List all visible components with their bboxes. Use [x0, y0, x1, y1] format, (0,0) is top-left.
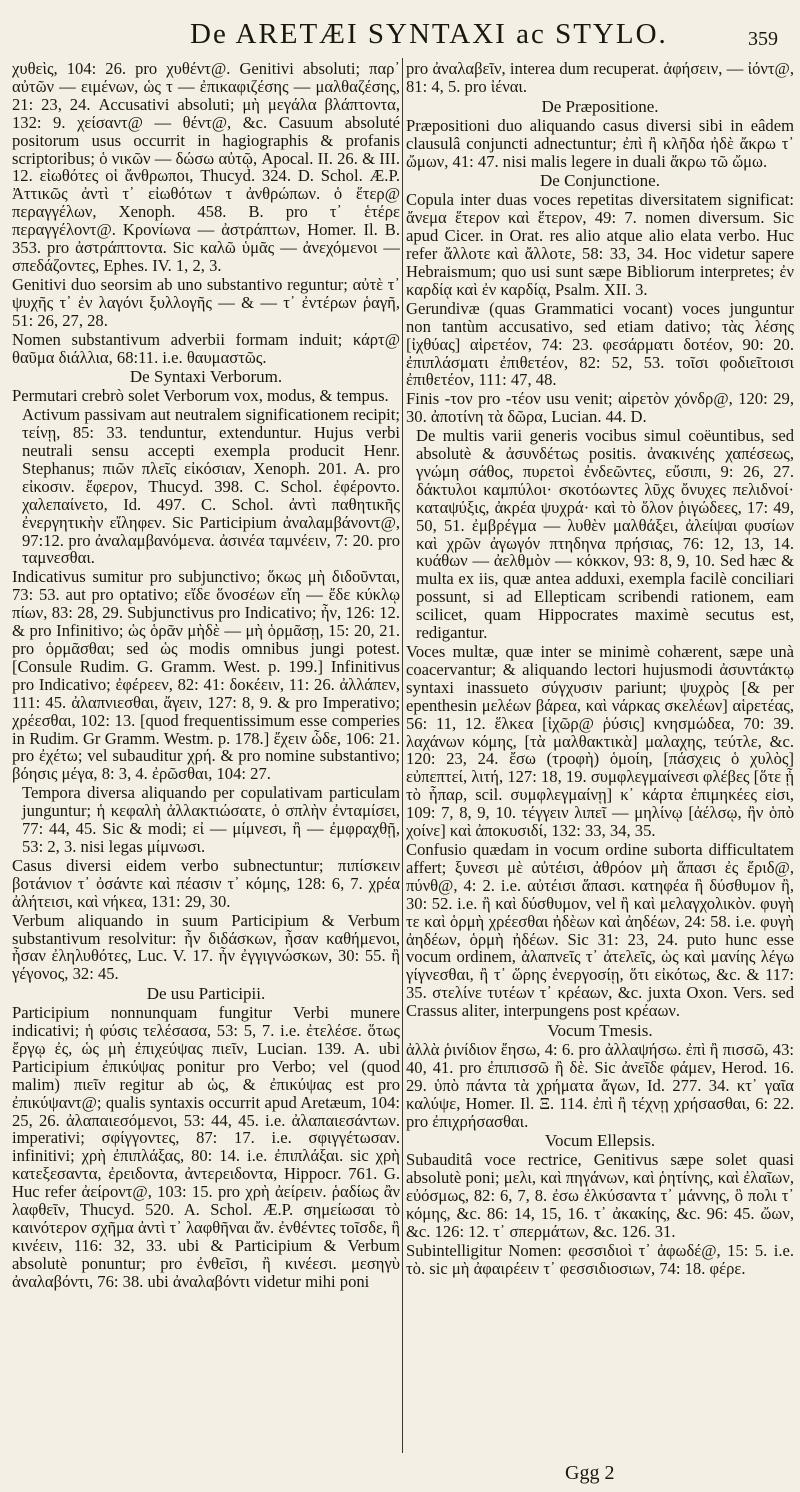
left-column — [12, 60, 400, 1455]
paragraph: Subintelligitur Nomen: φεσσιδιοὶ τ᾽ ἀφωδέ@, 15: 5. i.e. τὸ. sic μὴ ἀφαιρέειν τ᾽ φεσσιδιοσιων, 74: 18. φέρε. — [406, 1240, 794, 1278]
page-header — [0, 14, 800, 54]
paragraph: Verbum aliquando in suum Participium & Verbum substantivum resolvitur: ἦν διδάσκων, ἦσαν καθήμενοι, ἦσαν ἐληλυθότες, Luc. V. 17. ἦν ἐγγιγνώσκων, 30: 55. ἢ γέγονος, 32: 45. — [12, 910, 400, 984]
paragraph: Genitivi duo seorsim ab uno substantivo reguntur; αὐτὲ τ᾽ ψυχῆς τ᾽ ἐν λαγόνι ξυλλογῆς — & — τ᾽ ἐντέρων ῥαγῆ, 51: 26, 27, 28. — [12, 274, 400, 330]
paragraph: De multis varii generis vocibus simul coëuntibus, sed absolutè & ἀσυνδέτως positis. ἀνακινέης χαπέσεως, γνώμη σάθος, πυρετοὶ ἐνδεῶντες, εὔσιπι, 9: 26, 27. δάκτυλοι καμπύλοι· σκοτόωντες λῦχς ὄνυχες πελιδνοί· καταψύξις, ἀκρέα ψυχρά· καὶ τὸ ὅλον ῥιγώδεες, 17: 49, 50, 51. ἐμβρέγμα — λυθὲν μαλθάξει, ἀλείψαι φυσίων καὶ χρῶν ἀγωγόν πτηδηνα πρήσιας, 76: 12, 13, 14. κυάθων — ἀελθμὸν — κόκκον, 93: 8, 9, 10. Sed hæc & multa ex iis, quæ antea adduxi, exempla facilè conciliari possunt, si ad Ellepticam scribendi rationem, eam scilicet, quam Hippocrates maximè secutus est, redigantur. — [416, 426, 794, 643]
paragraph: pro ἀναλαβεῖν, interea dum recuperat. ἀφήσειν, — ἰόντ@, 81: 4, 5. pro ἰέναι. — [406, 60, 794, 96]
column-divider — [402, 58, 403, 1453]
section-heading: De Syntaxi Verborum. — [129, 367, 283, 387]
paragraph: Tempora diversa aliquando per copulativam particulam junguntur; ἡ κεφαλὴ ἀλλακτιώσατε, ὁ σπλὴν ἐνταμίσει, 77: 44, 45. Sic & modi; εἰ — μίμνεσι, ἢ — ἐμφραχθῇ, 53: 2, 3. nisi legas μίμνωσι. — [22, 783, 400, 856]
section-heading: Vocum Tmesis. — [547, 1021, 653, 1041]
page-number: 359 — [748, 28, 778, 50]
paragraph: Subauditâ voce rectrice, Genitivus sæpe solet quasi absolutè poni; μελι, καὶ πηγάνων, καὶ ῥητίνης, καὶ ἐλαῖων, εὐόσμως, 82: 6, 7, 8. ἐσω ἐλκύσαντα τ᾽ μάννης, ὃ πολι τ᾽ κόμης, &c. 86: 14, 15, 16. τ᾽ ἀκακίης, &c. 96: 45. ὤων, &c. 126: 12. τ᾽ σπερμάτων, &c. 126. 31. — [406, 1150, 794, 1241]
paragraph: Voces multæ, quæ inter se minimè cohærent, sæpe unà coacervantur; & aliquando lectori hujusmodi ἀσυντάκτῳ syntaxi inassueto σύγχυσιν pariunt; ψυχρὸς [& per epenthesin μελέων βάρεα, καὶ νάρκας σκελέων] αἱρετέας, 56: 11, 12. ἕλκεα [ἰχῶρ@ ῥύσις] κνησμώδεα, 70: 39. λαχάνων κόμης, [τὰ μαλθακτικὰ] μαλαχης, τεύτλε, &c. 120: 23, 24. ἔσω (τροφὴ) ὁμοίη, [πάσχεις ὁ χυλὸς] εὐπεπτεί, λιτή, 127: 18, 19. συμφλεγμαίνεσι φλέβες [ὅτε ᾖ τὸ ἧπαρ, scil. συμφλεγμαίνῃ] κ᾽ κάρτα ἐπιμηκέες εἰσι, 109: 7, 8, 9, 10. τέγγειν λιπεῖ — μηλίνῳ [ἀέλσῳ, ἢν ὁπὸ χοίνε] καὶ ἀποκυσιδί, 132: 33, 34, 35. — [406, 642, 794, 841]
section-heading: De Conjunctione. — [540, 171, 660, 191]
section-heading: Vocum Ellepsis. — [544, 1131, 656, 1151]
paragraph: Permutari crebrò solet Verborum vox, modus, & tempus. — [12, 386, 389, 406]
right-column — [406, 60, 794, 1455]
gathering-signature: Ggg 2 — [565, 1462, 615, 1484]
paragraph: Gerundivæ (quas Grammatici vocant) voces junguntur non tantùm accusativo, sed etiam dativo; τὰς λέσης [ἰχθύας] αἱρετέον, 74: 23. φεσάρματι δοτέον, 90: 20. ἐπιπλάσματι ἐπιθετέον, 82: 52, 53. τοῖσι φοδιεῖτοισι ἐπιθετέον, 111: 47, 48. — [406, 298, 794, 390]
paragraph: Nomen substantivum adverbii formam induit; κάρτ@ θαῦμα διάλλια, 68:11. i.e. θαυμαστῶς. — [12, 329, 400, 367]
paragraph: Indicativus sumitur pro subjunctivo; ὅκως μὴ διδοῦνται, 73: 53. aut pro optativo; εἴδε ὅνοσέων εἴη — ἔδε κύκλῳ πίων, 83: 28, 29. Subjunctivus pro Indicativo; ἦν, 126: 12. & pro Infinitivo; ὡς ὁρᾶν μὴδὲ — μὴ ὁρμᾶσῃ, 15: 20, 21. pro ὁρμᾶσθαι; sed ὡς modis omnibus jungi potest. [Consule Rudim. G. Gramm. West. p. 199.] Infinitivus pro Indicativo; ἐφέρεεν, 82: 41: δοκέειν, 11: 26. ἀλλάπεν, 111: 45. ἀλαπνιεσθαι, ἄγειν, 127: 8, 9. & pro Imperativo; χρέεσθαι, 102: 13. [quod frequentissimum esse comperies in Rudim. Gr Gramm. Westm. p. 178.] ἔχειν ὧδε, 106: 21. pro ἐχέτω; vel subauditur χρή. & pro nomine substantivo; βόησις μέγα, 8: 3, 4. ἐρῶσθαι, 104: 27. — [12, 567, 400, 784]
paragraph: Casus diversi eidem verbo subnectuntur; πιπίσκειν βοτάνιον τ᾽ ὀσάντε καὶ πέασιν τ᾽ κόμης, 128: 6, 7. χρέα ἀλήτεισι, καὶ νήκεα, 131: 29, 30. — [12, 855, 400, 911]
section-heading: De usu Participii. — [146, 984, 266, 1004]
paragraph: Activum passivam aut neutralem significationem recipit; τείνῃ, 85: 33. tenduntur, extenduntur. Hujus verbi neutrali sensu accepti exempla producit Henr. Stephanus; πιῶν πλεῖς εἰκόσιαν, Xenoph. 201. A. pro εἰκοσιν. ἔφερον, Thucyd. 398. C. Schol. ἐφέροντο. χαλεπαίνετο, Id. 497. C. Schol. ἀντὶ παθητικῆς ἐνεργητικὴν εἴληφεν. Sic Participium ἀναλαμβάνοντ@, 97:12. pro ἀναλαμβανόμενα. ἀσινέα ταμνέειν, 7: 20. pro ταμνεσθαι. — [22, 405, 400, 568]
paragraph: Participium nonnunquam fungitur Verbi munere indicativi; ἡ φύσις τελέσασα, 53: 5, 7. i.e. ἐτελέσε. ὅτως ἔργῳ ἐς, ὡς μὴ ἐπιχεύψας πιεῖν, Lucian. 139. A. ubi Participium ἐπικύψας ponitur pro Verbo; vel (quod malim) πιεῖν regitur ab ὡς, & ἐπικύψας est pro ἐπικύψαντ@; qualis syntaxis occurrit apud Aretæum, 104: 25, 26. ἀλαπαιεσόμενοι, 53: 44, 45. i.e. ἀλαπαιεσάντων. imperativi; σφίγγοντες, 87: 17. i.e. σφιγγέτωσαν. infinitivi; χρὴ ἐπιπλάξας, 80: 14. i.e. ἐπιπλάξαι. sic χρὴ κατεξεσαντα, ἐρειδοντα, ἀντερειδοντα, Hippocr. 761. G. Huc refer ἀείροντ@, 103: 15. pro χρὴ ἀείρειν. ῥαδίως ἂν λαφθεῖν, Thucyd. 520. A. Schol. Æ.P. σημείωσαι τὸ καινότερον σχῆμα ἀντὶ τ᾽ λαφθῆναι ἄν. ἐνθέντες τοῖσδε, ἢ κινέειν, 116: 32, 33. ubi & Participium & Verbum absolutè ponuntur; pro ἐνθεῖσι, ἢ κινέεσι. μεσηγὺ ἀναλαβόντι, 76: 38. ubi ἀναλαβόντι videtur mihi poni — [12, 1003, 400, 1291]
paragraph: Præpositioni duo aliquando casus diversi sibi in eâdem clausulâ conjuncti adnectuntur; ἐπὶ ἢ κλῆδα ἠδὲ ἄκρω τ᾽ ὤμων, 41: 47. nisi malis legere in duali ἄκρω τῶ ὤμω. — [406, 115, 794, 171]
running-title: De ARETÆI SYNTAXI ac STYLO. — [190, 18, 668, 50]
paragraph: Finis -τον pro -τέον usu venit; αἱρετὸν χόνδρ@, 120: 29, 30. ἀποτίνη τὰ δῶρα, Lucian. 44. D. — [406, 389, 794, 427]
paragraph: Copula inter duas voces repetitas diversitatem significat: ἄνεμα ἕτερον καὶ ἕτερον, 49: 7. nomen diversum. Sic apud Cicer. in Orat. res alio atque alio elata verbo. Huc refer ἄλλοτε καὶ ἄλλοτε, 58: 33, 34. Hoc videtur sapere Hebraismum; quo usi sunt sæpe Bibliorum interpretes; ἐν καρδίᾳ καὶ ἐν καρδίᾳ, Psalm. XII. 3. — [406, 190, 794, 299]
paragraph: ἀλλὰ ῥινίδιον ἔησω, 4: 6. pro ἀλλαψήσω. ἐπὶ ἢ πισσῶ, 43: 40, 41. pro ἐπιπισσῶ ἢ δὲ. Sic ἀνεῖδε φάμεν, Herod. 16. 29. ὑπὸ πάντα τὰ χρήματα ἄγων, Id. 277. 34. κτ᾽ γαῖα καλύψε, Homer. Il. Ξ. 114. ἐπὶ ἢ τέχνῃ χρήσασθαι, 6: 22. pro ἐπιχρήσασθαι. — [406, 1039, 794, 1131]
paragraph: Confusio quædam in vocum ordine suborta difficultatem affert; ξυνεσι μὲ αὐτέισι, ἀθρόον μὴ ἅπασι ἐς ἔριδ@, πύνθ@, 4: 2. i.e. αὐτέισι ἅπασι. κατηφέα ἢ δύσθυμον ἢ, 30: 52. i.e. ἢ καὶ δύσθυμον, vel ἢ καὶ μελαγχολικὸν. φυγὴ τε καὶ ὁρμὴ χρέεσθαι ἠδὲων καὶ ἀηδέων, 24: 58. i.e. φυγὴ ἀηδέων, ὁρμὴ ἠδέων. Sic 31: 23, 24. puto hunc esse vocum ordinem, ἀλαπνεῖς τ᾽ ἀτελεῖς, ὡς καὶ μανίης λέγω γίγνεσθαι, ἢ τ᾽ ὥρης ἐνεργοσίῃ, ὅτι εἰκότως, &c. & 117: 35. στελίνε τυτέων τ᾽ κρέαων, &c. juxta Oxon. Vers. sed Crassus aliter, interpungens post κρέαων. — [406, 839, 794, 1021]
section-heading: De Præpositione. — [541, 96, 659, 116]
paragraph: χυθεὶς, 104: 26. pro χυθέντ@. Genitivi absoluti; παρ᾽ αὐτῶν — ειμένων, ὡς τ — ἐπικαφιζέσης — μαλθαζέσης, 21: 23, 24. Accusativi absoluti; μὴ μεγάλα βλάπτοντα, 132: 9. χείσαντ@ — θέντ@, &c. Casuum absoluté positorum usus occurrit in hagiographis & profanis scriptoribus; ὁ νικῶν — δώσω αὐτῷ, Apocal. II. 26. & III. 12. εἰωθότες οἱ ἄνθρωποι, Thucyd. 324. D. Schol. Æ.P. Ἀττικῶς ἀντὶ τ᾽ εἰωθότων τ ἀνθρώπων. ὁ ἕτερ@ περαγγέλων, Xenoph. 458. B. pro τ᾽ ἑτέρε περαγγέλοντ@. Κρονίωνα — ἀστράπτων, Homer. Il. B. 353. pro ἀστράπτοντα. Sic καλῶ ὑμᾶς — ἀνεχόμενοι — σπεδάζοντες, Ephes. IV. 1, 2, 3. — [12, 60, 400, 275]
